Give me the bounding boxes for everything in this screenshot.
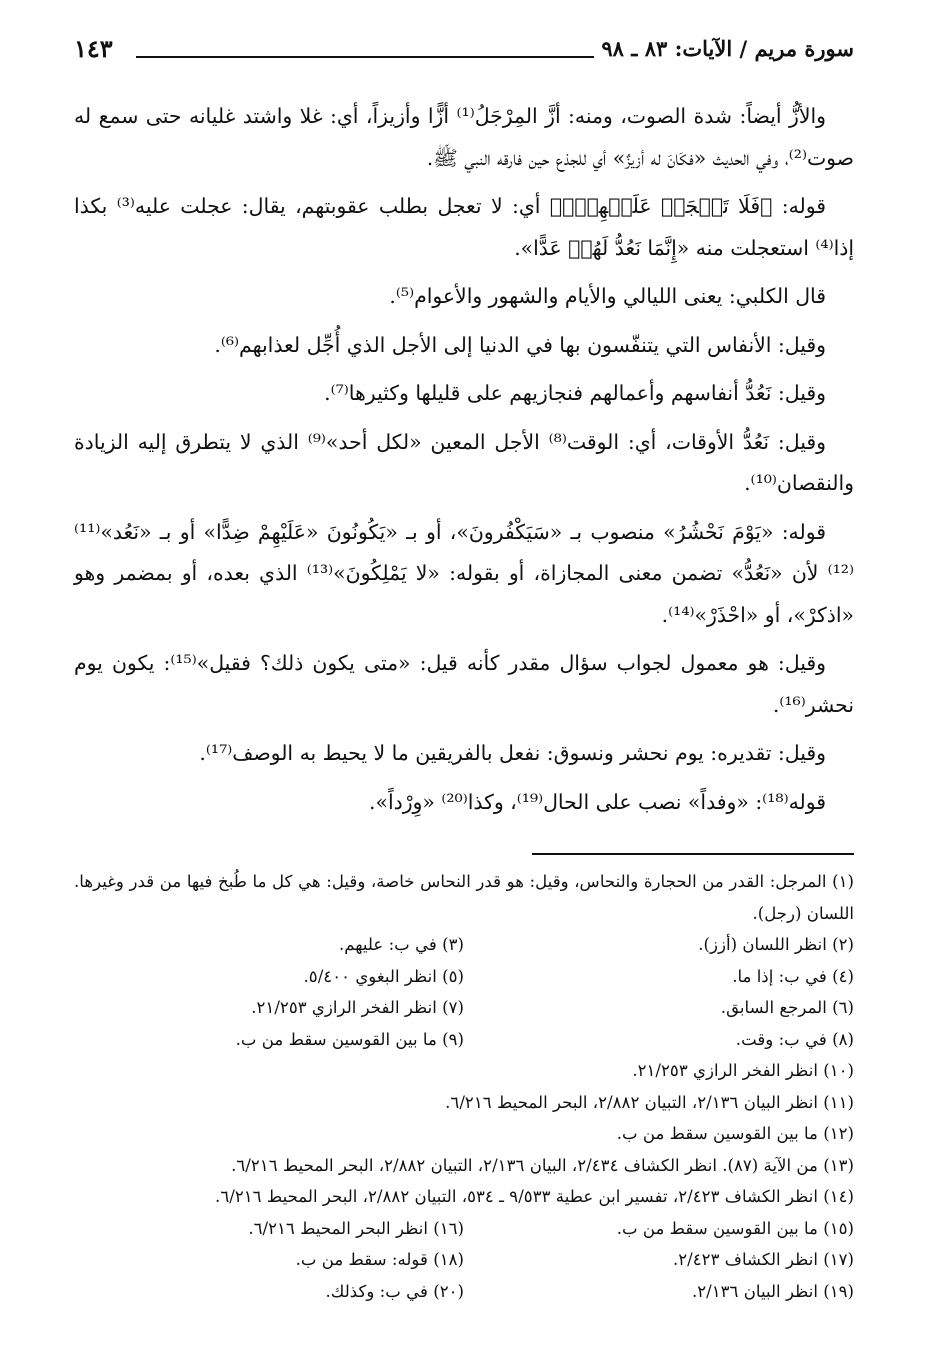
footnote-row <box>74 992 854 1024</box>
paragraph-7: قوله: «يَوْمَ نَحْشُرُ» منصوب بـ «سَيَكْفُرونَ»، أو بـ «يَكُونُونَ «عَلَيْهِمْ ضِدًّا» أو بـ «نَعُد»⁽¹¹⁾ ⁽¹²⁾ لأن «نَعُدُّ» تضمن معنى المجازاة، أو بقوله: «لا يَمْلِكُونَ»⁽¹³⁾ الذي بعده، أو بمضمر وهو «اذكرْ»، أو «احْذَرْ»⁽¹⁴⁾. <box>74 519 854 627</box>
paragraph-1: والأزُّ أيضاً: شدة الصوت، ومنه: أزَّ المِرْجَلُ⁽¹⁾ أزًّا وأزيزاً، أي: غلا واشتد غليانه حتى سمع له صوت⁽²⁾، وفي الحديث «فكَانَ له أزيزٌ» أي للجذع حين فارقه النبي ﷺ. <box>74 104 854 170</box>
footnote-row <box>74 1024 854 1056</box>
paragraph-10: قوله⁽¹⁸⁾: «وفداً» نصب على الحال⁽¹⁹⁾، وكذا⁽²⁰⁾ «وِرْداً». <box>369 789 826 814</box>
footnote-15: (١٥) ما بين القوسين سقط من ب. <box>616 1218 854 1238</box>
footnote-17: (١٧) انظر الكشاف ٢/٤٢٣. <box>672 1250 854 1269</box>
paragraph-6: وقيل: نَعُدُّ الأوقات، أي: الوقت⁽⁸⁾ الأجل المعين «لكل أحد»⁽⁹⁾ الذي لا يتطرق إليه الزيادة والنقصان⁽¹⁰⁾. <box>74 429 854 495</box>
main-text <box>74 96 854 830</box>
paragraph-2: قوله: ﴿فَلَا تَعۡجَلۡ عَلَيۡهِمۡۖ﴾ أي: لا تعجل بطلب عقوبتهم، يقال: عجلت عليه⁽³⁾ بكذا إذا⁽⁴⁾ استعجلت منه «إِنَّمَا نَعُدُّ لَهُمۡ عَدًّا». <box>74 194 854 260</box>
footnote-16: (١٦) انظر البحر المحيط ٦/٢١٦. <box>248 1218 464 1238</box>
footnote-14: (١٤) انظر الكشاف ٢/٤٢٣، تفسير ابن عطية ٩/٥٣٣ ـ ٥٣٤، التبيان ٢/٨٨٢، البحر المحيط ٦/٢١٦. <box>215 1187 854 1206</box>
paragraph-9: وقيل: تقديره: يوم نحشر ونسوق: نفعل بالفريقين ما لا يحيط به الوصف⁽¹⁷⁾. <box>199 741 826 765</box>
header-rule <box>136 56 594 58</box>
footnote-9: (٩) ما بين القوسين سقط من ب. <box>235 1029 464 1049</box>
footnote-7: (٧) انظر الفخر الرازي ٢١/٢٥٣. <box>251 998 464 1017</box>
footnote-separator <box>532 853 854 855</box>
running-title: سورة مريم / الآيات: ٨٣ ـ ٩٨ <box>601 36 854 61</box>
page-number: ١٤٣ <box>74 34 113 63</box>
footnote-20: (٢٠) في ب: وكذلك. <box>325 1281 464 1301</box>
footnote-row <box>74 1213 854 1245</box>
paragraph-4: وقيل: الأنفاس التي يتنفّسون بها في الدنيا إلى الأجل الذي أُجِّل لعذابهم⁽⁶⁾. <box>214 332 826 357</box>
footnote-2: (٢) انظر اللسان (أزز). <box>698 935 854 954</box>
footnote-row <box>74 1244 854 1276</box>
footnote-8: (٨) في ب: وقت. <box>735 1029 854 1049</box>
footnote-4: (٤) في ب: إذا ما. <box>732 966 854 986</box>
footnotes <box>74 866 854 1307</box>
footnote-19: (١٩) انظر البيان ٢/١٣٦. <box>691 1281 854 1301</box>
footnote-row <box>74 929 854 961</box>
footnote-5: (٥) انظر البغوي ٥/٤٠٠. <box>303 966 464 986</box>
footnote-1: (١) المرجل: القدر من الحجارة والنحاس، وقيل: هو قدر النحاس خاصة، وقيل: هي كل ما طُبخ فيها من قدر وغيرها. اللسان (رجل). <box>74 872 854 923</box>
page-header <box>74 34 854 68</box>
footnote-11: (١١) انظر البيان ٢/١٣٦، التبيان ٢/٨٨٢، البحر المحيط ٦/٢١٦. <box>445 1092 854 1112</box>
footnote-3: (٣) في ب: عليهم. <box>338 935 464 954</box>
footnote-12: (١٢) ما بين القوسين سقط من ب. <box>616 1124 854 1143</box>
paragraph-3: قال الكلبي: يعنى الليالي والأيام والشهور والأعوام⁽⁵⁾. <box>389 284 826 308</box>
paragraph-5: وقيل: نَعُدُّ أنفاسهم وأعمالهم فنجازيهم على قليلها وكثيرها⁽⁷⁾. <box>324 381 826 405</box>
footnote-10: (١٠) انظر الفخر الرازي ٢١/٢٥٣. <box>632 1061 854 1080</box>
footnote-13: (١٣) من الآية (٨٧). انظر الكشاف ٢/٤٣٤، البيان ٢/١٣٦، التبيان ٢/٨٨٢، البحر المحيط ٦/٢١٦. <box>231 1155 854 1175</box>
footnote-row <box>74 961 854 993</box>
footnote-row <box>74 1276 854 1308</box>
footnote-18: (١٨) قوله: سقط من ب. <box>295 1250 464 1269</box>
paragraph-8: وقيل: هو معمول لجواب سؤال مقدر كأنه قيل: «متى يكون ذلك؟ فقيل»⁽¹⁵⁾: يكون يوم نحشر⁽¹⁶⁾. <box>74 651 854 717</box>
footnote-6: (٦) المرجع السابق. <box>720 998 854 1017</box>
